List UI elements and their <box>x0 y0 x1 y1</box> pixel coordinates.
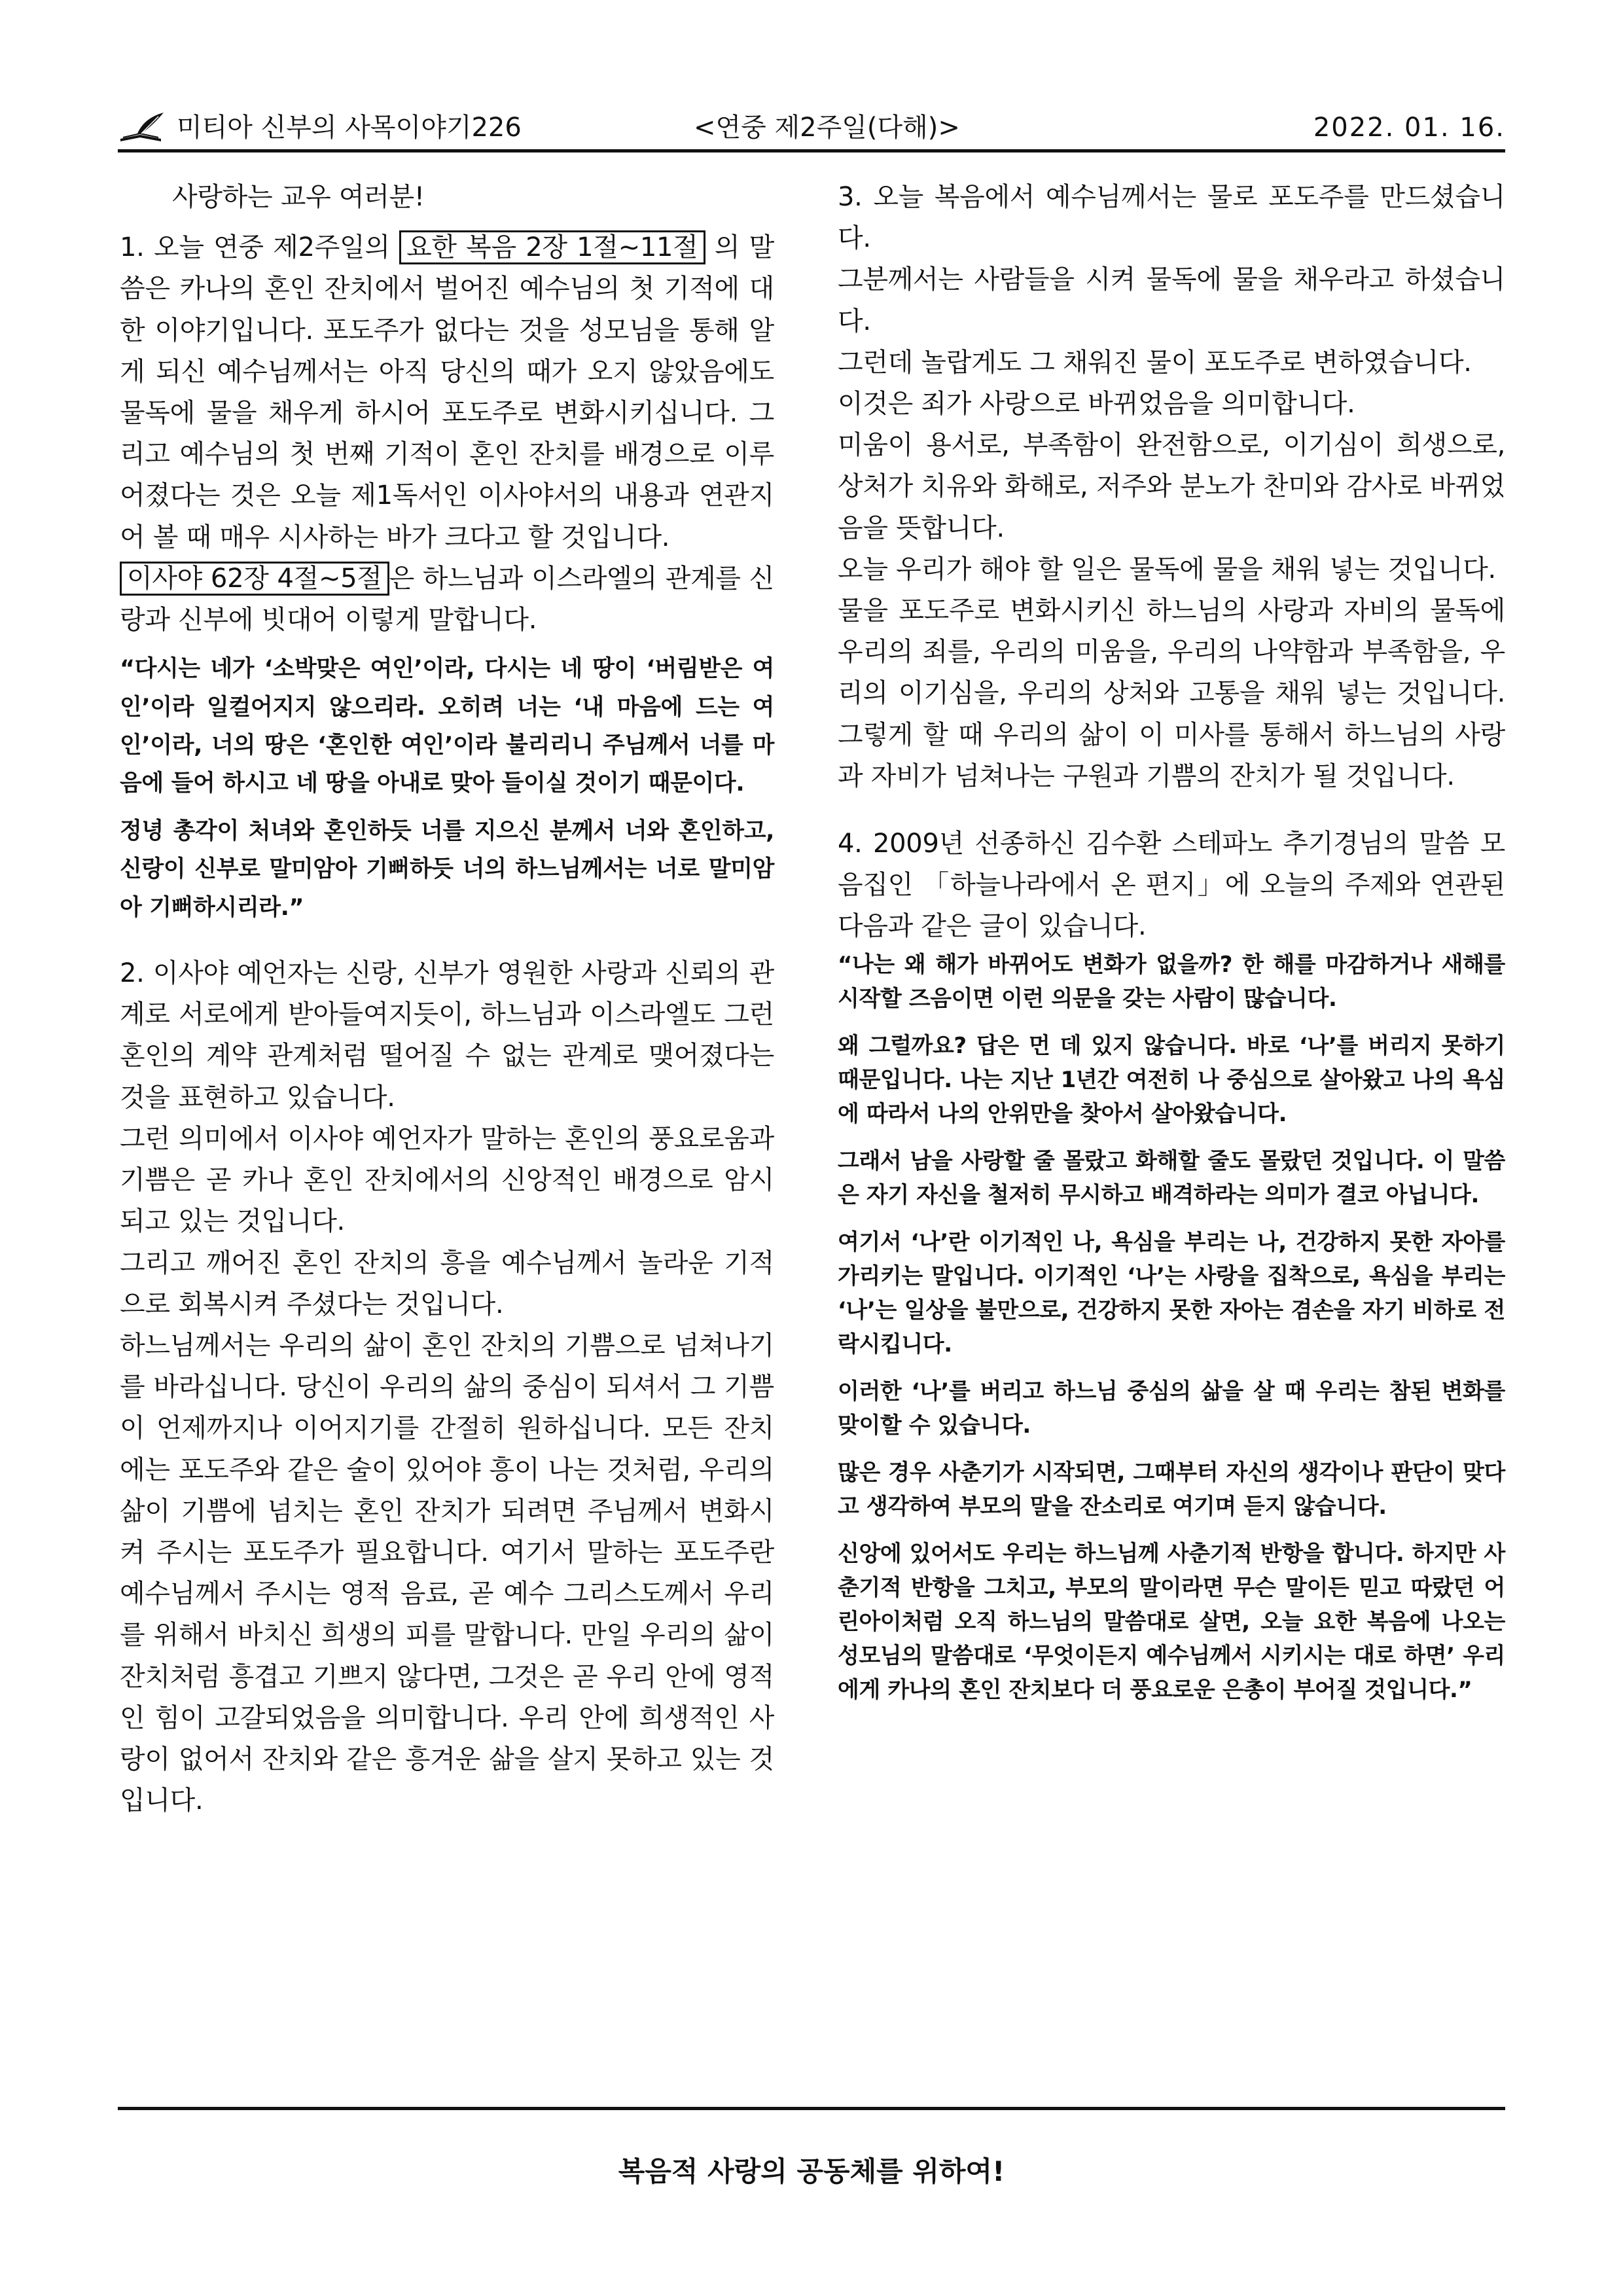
gospel-reference-box: 요한 복음 2장 1절~11절 <box>399 230 705 264</box>
header-divider <box>118 149 1505 152</box>
header-date: 2022. 01. 16. <box>1313 113 1505 143</box>
right-paragraph-6: 오늘 우리가 해야 할 일은 물독에 물을 채워 넣는 것입니다. <box>838 554 1496 584</box>
quill-pen-book-icon <box>118 111 170 144</box>
salutation: 사랑하는 교우 여러분! <box>172 182 425 212</box>
header-title: 미티아 신부의 사목이야기226 <box>177 113 522 143</box>
cardinal-quote-1: “나는 왜 해가 바뀌어도 변화가 없을까? 한 해를 마감하거나 새해를 시작할 즈음이면 이런 의문을 갖는 사람이 많습니다. <box>838 951 1505 1012</box>
paragraph-1-lead: 1. 오늘 연중 제2주일의 <box>120 232 400 263</box>
right-paragraph-7: 물을 포도주로 변화시키신 하느님의 사랑과 자비의 물독에 우리의 죄를, 우리의 미움을, 우리의 나약함과 부족함을, 우리의 이기심을, 우리의 상처와 고통을 채워 넣는 것입니다. 그렇게 할 때 우리의 삶이 이 미사를 통해서 하느님의 사랑과 자비가 넘쳐나는 구원과 기쁨의 잔치가 될 것입니다. <box>838 596 1505 791</box>
left-column <box>120 177 774 1821</box>
paragraph-3: 2. 이사야 예언자는 신랑, 신부가 영원한 사랑과 신뢰의 관계로 서로에게 받아들여지듯이, 하느님과 이스라엘도 그런 혼인의 계약 관계처럼 떨어질 수 없는 관계로 맺어졌다는 것을 표현하고 있습니다. <box>120 958 774 1113</box>
cardinal-quote-7: 신앙에 있어서도 우리는 하느님께 사춘기적 반항을 합니다. 하지만 사춘기적 반항을 그치고, 부모의 말이라면 무슨 말이든 믿고 따랐던 어린아이처럼 오직 하느님의 말씀대로 살면, 오늘 요한 복음에 나오는 성모님의 말씀대로 ‘무엇이든지 예수님께서 시키시는 대로 하면’ 우리에게 카나의 혼인 잔치보다 더 풍요로운 은총이 부어질 것입니다.” <box>838 1540 1505 1703</box>
right-paragraph-8: 4. 2009년 선종하신 김수환 스테파노 추기경님의 말씀 모음집인 「하늘나라에서 온 편지」에 오늘의 주제와 연관된 다음과 같은 글이 있습니다. <box>838 829 1505 942</box>
footer-motto: 복음적 사랑의 공동체를 위하여! <box>618 2155 1005 2187</box>
paragraph-1-body: 의 말씀은 카나의 혼인 잔치에서 벌어진 예수님의 첫 기적에 대한 이야기입니다. 포도주가 없다는 것을 성모님을 통해 알게 되신 예수님께서는 아직 당신의 때가 오지 않았음에도 물독에 물을 채우게 하시어 포도주로 변화시키십니다. 그리고 예수님의 첫 번째 기적이 혼인 잔치를 배경으로 이루어졌다는 것은 오늘 제1독서인 이사야서의 내용과 연관지어 볼 때 매우 시사하는 바가 크다고 할 것입니다. <box>120 232 774 552</box>
paragraph-2-body: 은 하느님과 이스라엘의 관계를 신랑과 신부에 빗대어 이렇게 말합니다. <box>120 563 775 636</box>
paragraph-6: 하느님께서는 우리의 삶이 혼인 잔치의 기쁨으로 넘쳐나기를 바라십니다. 당신이 우리의 삶의 중심이 되셔서 그 기쁨이 언제까지나 이어지기를 간절히 원하십니다. 모든 잔치에는 포도주와 같은 술이 있어야 흥이 나는 것처럼, 우리의 삶이 기쁨에 넘치는 혼인 잔치가 되려면 주님께서 변화시켜 주시는 포도주가 필요합니다. 여기서 말하는 포도주란 예수님께서 주시는 영적 음료, 곧 예수 그리스도께서 우리를 위해서 바치신 희생의 피를 말합니다. 만일 우리의 삶이 잔치처럼 흥겹고 기쁘지 않다면, 그것은 곧 우리 안에 영적인 힘이 고갈되었음을 의미합니다. 우리 안에 희생적인 사랑이 없어서 잔치와 같은 흥겨운 삶을 살지 못하고 있는 것입니다. <box>120 1330 774 1816</box>
isaiah-quote-2: 정녕 총각이 처녀와 혼인하듯 너를 지으신 분께서 너와 혼인하고, 신랑이 신부로 말미암아 기뻐하듯 너의 하느님께서는 너로 말미암아 기뻐하시리라.” <box>120 817 774 921</box>
right-paragraph-2: 그분께서는 사람들을 시켜 물독에 물을 채우라고 하셨습니다. <box>838 264 1505 336</box>
header <box>118 108 1505 147</box>
first-reading-reference-box: 이사야 62장 4절~5절 <box>120 562 389 596</box>
cardinal-quote-4: 여기서 ‘나’란 이기적인 나, 욕심을 부리는 나, 건강하지 못한 자아를 가리키는 말입니다. 이기적인 ‘나’는 사랑을 집착으로, 욕심을 부리는 ‘나’는 일상을 불만으로, 건강하지 못한 자아는 겸손을 자기 비하로 전락시킵니다. <box>838 1229 1505 1357</box>
paragraph-1 <box>120 227 774 558</box>
header-left <box>118 108 522 147</box>
paragraph-2 <box>120 558 774 641</box>
right-paragraph-5: 미움이 용서로, 부족함이 완전함으로, 이기심이 희생으로, 상처가 치유와 화해로, 저주와 분노가 찬미와 감사로 바뀌었음을 뜻합니다. <box>838 430 1505 543</box>
cardinal-quote-6: 많은 경우 사춘기가 시작되면, 그때부터 자신의 생각이나 판단이 맞다고 생각하여 부모의 말을 잔소리로 여기며 듣지 않습니다. <box>838 1459 1505 1520</box>
right-column <box>838 177 1505 1707</box>
paragraph-4: 그런 의미에서 이사야 예언자가 말하는 혼인의 풍요로움과 기쁨은 곧 카나 혼인 잔치에서의 신앙적인 배경으로 암시되고 있는 것입니다. <box>120 1123 774 1237</box>
right-paragraph-4: 이것은 죄가 사랑으로 바뀌었음을 의미합니다. <box>838 389 1355 420</box>
paragraph-5: 그리고 깨어진 혼인 잔치의 흥을 예수님께서 놀라운 기적으로 회복시켜 주셨다는 것입니다. <box>120 1247 774 1319</box>
right-paragraph-3: 그런데 놀랍게도 그 채워진 물이 포도주로 변하였습니다. <box>838 347 1472 378</box>
header-liturgical-day: <연중 제2주일(다해)> <box>694 113 960 143</box>
cardinal-quote-2: 왜 그럴까요? 답은 먼 데 있지 않습니다. 바로 ‘나’를 버리지 못하기 때문입니다. 나는 지난 1년간 여전히 나 중심으로 살아왔고 나의 욕심에 따라서 나의 안위만을 찾아서 살아왔습니다. <box>838 1032 1505 1127</box>
footer-divider <box>118 2107 1505 2110</box>
isaiah-quote-1: “다시는 네가 ‘소박맞은 여인’이라, 다시는 네 땅이 ‘버림받은 여인’이라 일컬어지지 않으리라. 오히려 너는 ‘내 마음에 드는 여인’이라, 너의 땅은 ‘혼인한 여인’이라 불리리니 주님께서 너를 마음에 들어 하시고 네 땅을 아내로 맞아 들이실 것이기 때문이다. <box>120 656 774 797</box>
cardinal-quote-5: 이러한 ‘나’를 버리고 하느님 중심의 삶을 살 때 우리는 참된 변화를 맞이할 수 있습니다. <box>838 1378 1505 1439</box>
right-paragraph-1: 3. 오늘 복음에서 예수님께서는 물로 포도주를 만드셨습니다. <box>838 182 1505 254</box>
cardinal-quote-3: 그래서 남을 사랑할 줄 몰랐고 화해할 줄도 몰랐던 것입니다. 이 말씀은 자기 자신을 철저히 무시하고 배격하라는 의미가 결코 아닙니다. <box>838 1147 1505 1208</box>
